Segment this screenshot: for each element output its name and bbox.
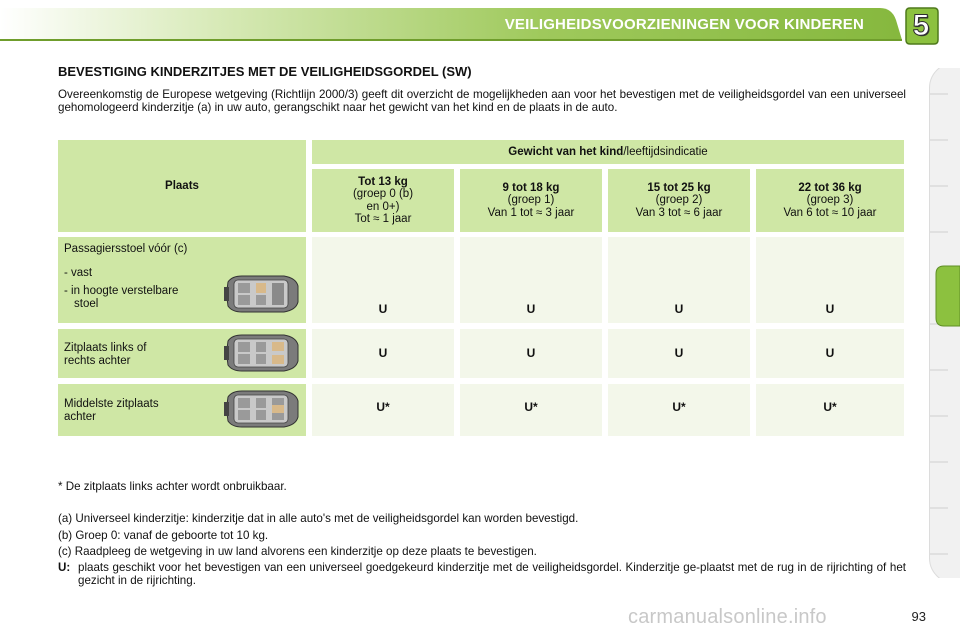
place-line: stoel [74, 297, 99, 310]
cell-value: U [825, 301, 835, 316]
table-cell [608, 384, 750, 436]
weight-header-rest: /leeftijdsindicatie [623, 145, 708, 158]
cell-value: U [526, 301, 536, 316]
cell-value: U [674, 346, 684, 361]
definition-a [58, 512, 906, 525]
cell-value: U [378, 301, 388, 316]
column-line: Van 1 tot ≈ 3 jaar [487, 206, 575, 219]
definition-b [58, 529, 906, 542]
place-line: achter [64, 410, 96, 423]
column-title: 9 tot 18 kg [502, 181, 560, 194]
column-line: (groep 1) [507, 194, 555, 207]
place-line: - in hoogte verstelbare [64, 285, 179, 297]
table-cell [756, 329, 904, 378]
place-header: Plaats [165, 179, 199, 192]
cell-value: U* [524, 399, 538, 414]
place-line: Zitplaats links of [64, 342, 147, 354]
table-cell [608, 237, 750, 323]
definition-key: U: [58, 561, 71, 574]
car-seat-diagram-icon [222, 274, 302, 314]
side-tabs [926, 68, 960, 578]
column-header [460, 169, 602, 232]
cell-value: U [674, 301, 684, 316]
definition-text: plaats geschikt voor het bevestigen van een universeel goedgekeurd kinderzitje met de veiligheidsgordel. Kinderzitje ge-plaatst met de rug in de rijrichting of het gezicht in de rijrichting. [78, 561, 906, 587]
definition-c [58, 545, 906, 558]
car-seat-diagram-icon [222, 333, 302, 373]
place-line: Middelste zitplaats [64, 398, 159, 410]
column-title: Tot 13 kg [358, 175, 408, 188]
cell-value: U [378, 346, 388, 361]
column-header [608, 169, 750, 232]
column-line: (groep 3) [806, 194, 854, 207]
cell-value: U* [376, 399, 390, 414]
place-line: Passagiersstoel vóór (c) [64, 243, 188, 255]
footnote: * De zitplaats links achter wordt onbruikbaar. [58, 480, 287, 493]
table-cell [756, 237, 904, 323]
cell-value: U* [823, 399, 837, 414]
intro-paragraph: Overeenkomstig de Europese wetgeving (Richtlijn 2000/3) geeft dit overzicht de mogelijkheden aan voor het bevestigen met de veiligheidsgordel van een universeel gehomologeerd kinderzitje (a) in uw auto, gerangschikt naar het gewicht van het kind en de plaats in de auto. [58, 88, 906, 114]
definition-text: (c) Raadpleeg de wetgeving in uw land alvorens een kinderzitje op deze plaats te bevestigen. [58, 545, 537, 558]
section-title: BEVESTIGING KINDERZITJES MET DE VEILIGHEIDSGORDEL (SW) [58, 64, 472, 79]
cell-value: U [825, 346, 835, 361]
column-line: Tot ≈ 1 jaar [354, 213, 412, 225]
page-number: 93 [911, 609, 926, 624]
table-cell [756, 384, 904, 436]
definition-text: (b) Groep 0: vanaf de geboorte tot 10 kg. [58, 529, 269, 542]
chapter-number: 5 [912, 9, 930, 42]
table-cell [608, 329, 750, 378]
column-line: Van 6 tot ≈ 10 jaar [783, 206, 877, 219]
place-line: rechts achter [64, 354, 131, 367]
column-header [312, 169, 454, 232]
chapter-badge [902, 6, 940, 46]
car-seat-diagram-icon [222, 389, 302, 429]
column-title: 22 tot 36 kg [798, 181, 862, 194]
weight-header-cell [312, 140, 904, 164]
cell-value: U* [672, 399, 686, 414]
cell-value: U [526, 346, 536, 361]
place-header-cell [58, 140, 306, 232]
definition-text: (a) Universeel kinderzitje: kinderzitje dat in alle auto's met de veiligheidsgordel kan worden bevestigd. [58, 512, 579, 525]
table-cell [460, 329, 602, 378]
table-cell [460, 384, 602, 436]
column-line: (groep 0 (b) [352, 188, 414, 200]
table-cell [460, 237, 602, 323]
watermark: carmanualsonline.info [628, 606, 827, 628]
table-cell [312, 384, 454, 436]
column-title: 15 tot 25 kg [647, 181, 711, 194]
place-line: - vast [64, 266, 93, 279]
weight-header-bold: Gewicht van het kind [508, 145, 624, 158]
table-cell [312, 329, 454, 378]
column-header [756, 169, 904, 232]
table-cell [312, 237, 454, 323]
definition-u [58, 561, 906, 589]
column-line: Van 3 tot ≈ 6 jaar [635, 206, 723, 219]
column-line: en 0+) [366, 200, 400, 213]
column-line: (groep 2) [655, 194, 703, 207]
header-title: VEILIGHEIDSVOORZIENINGEN VOOR KINDEREN [504, 16, 864, 33]
